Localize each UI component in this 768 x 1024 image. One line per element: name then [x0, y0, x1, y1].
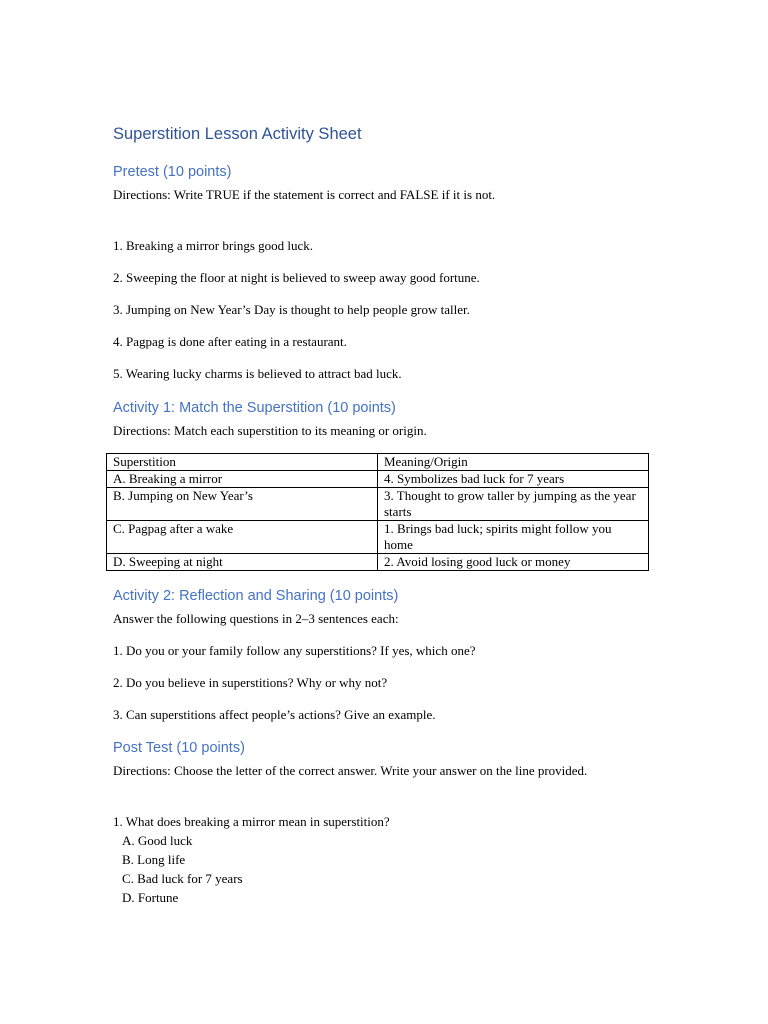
posttest-option-d: D. Fortune	[122, 890, 179, 905]
table-cell: C. Pagpag after a wake	[107, 521, 378, 554]
posttest-option-c: C. Bad luck for 7 years	[122, 871, 243, 886]
table-row	[107, 488, 649, 521]
table-header-cell: Meaning/Origin	[378, 454, 649, 471]
pretest-heading: Pretest (10 points)	[113, 164, 232, 180]
pretest-item-4: 4. Pagpag is done after eating in a restaurant.	[113, 334, 347, 349]
table-header-cell: Superstition	[107, 454, 378, 471]
table-row	[107, 521, 649, 554]
activity1-heading: Activity 1: Match the Superstition (10 points)	[113, 400, 396, 416]
table-cell: D. Sweeping at night	[107, 554, 378, 571]
activity2-directions: Answer the following questions in 2–3 sentences each:	[113, 611, 399, 626]
posttest-heading: Post Test (10 points)	[113, 740, 245, 756]
activity2-heading: Activity 2: Reflection and Sharing (10 points)	[113, 588, 399, 604]
activity1-directions: Directions: Match each superstition to its meaning or origin.	[113, 423, 427, 438]
table-cell: 1. Brings bad luck; spirits might follow you home	[378, 521, 649, 554]
pretest-item-1: 1. Breaking a mirror brings good luck.	[113, 238, 314, 253]
table-cell: B. Jumping on New Year’s	[107, 488, 378, 521]
table-cell: A. Breaking a mirror	[107, 471, 378, 488]
table-cell: 2. Avoid losing good luck or money	[378, 554, 649, 571]
pretest-directions: Directions: Write TRUE if the statement is correct and FALSE if it is not.	[113, 187, 496, 202]
table-row	[107, 554, 649, 571]
table-cell: 4. Symbolizes bad luck for 7 years	[378, 471, 649, 488]
pretest-item-5: 5. Wearing lucky charms is believed to attract bad luck.	[113, 366, 402, 381]
table-header-row	[107, 454, 649, 471]
matching-table	[106, 453, 649, 571]
document-title: Superstition Lesson Activity Sheet	[113, 125, 362, 143]
activity2-item-3: 3. Can superstitions affect people’s actions? Give an example.	[113, 707, 436, 722]
activity2-item-1: 1. Do you or your family follow any superstitions? If yes, which one?	[113, 643, 476, 658]
pretest-item-2: 2. Sweeping the floor at night is believed to sweep away good fortune.	[113, 270, 480, 285]
posttest-option-a: A. Good luck	[122, 833, 193, 848]
posttest-directions: Directions: Choose the letter of the correct answer. Write your answer on the line provided.	[113, 763, 588, 778]
table-row	[107, 471, 649, 488]
posttest-option-b: B. Long life	[122, 852, 186, 867]
activity2-item-2: 2. Do you believe in superstitions? Why or why not?	[113, 675, 388, 690]
posttest-question-1: 1. What does breaking a mirror mean in superstition?	[113, 814, 390, 829]
table-cell: 3. Thought to grow taller by jumping as the year starts	[378, 488, 649, 521]
pretest-item-3: 3. Jumping on New Year’s Day is thought to help people grow taller.	[113, 302, 470, 317]
